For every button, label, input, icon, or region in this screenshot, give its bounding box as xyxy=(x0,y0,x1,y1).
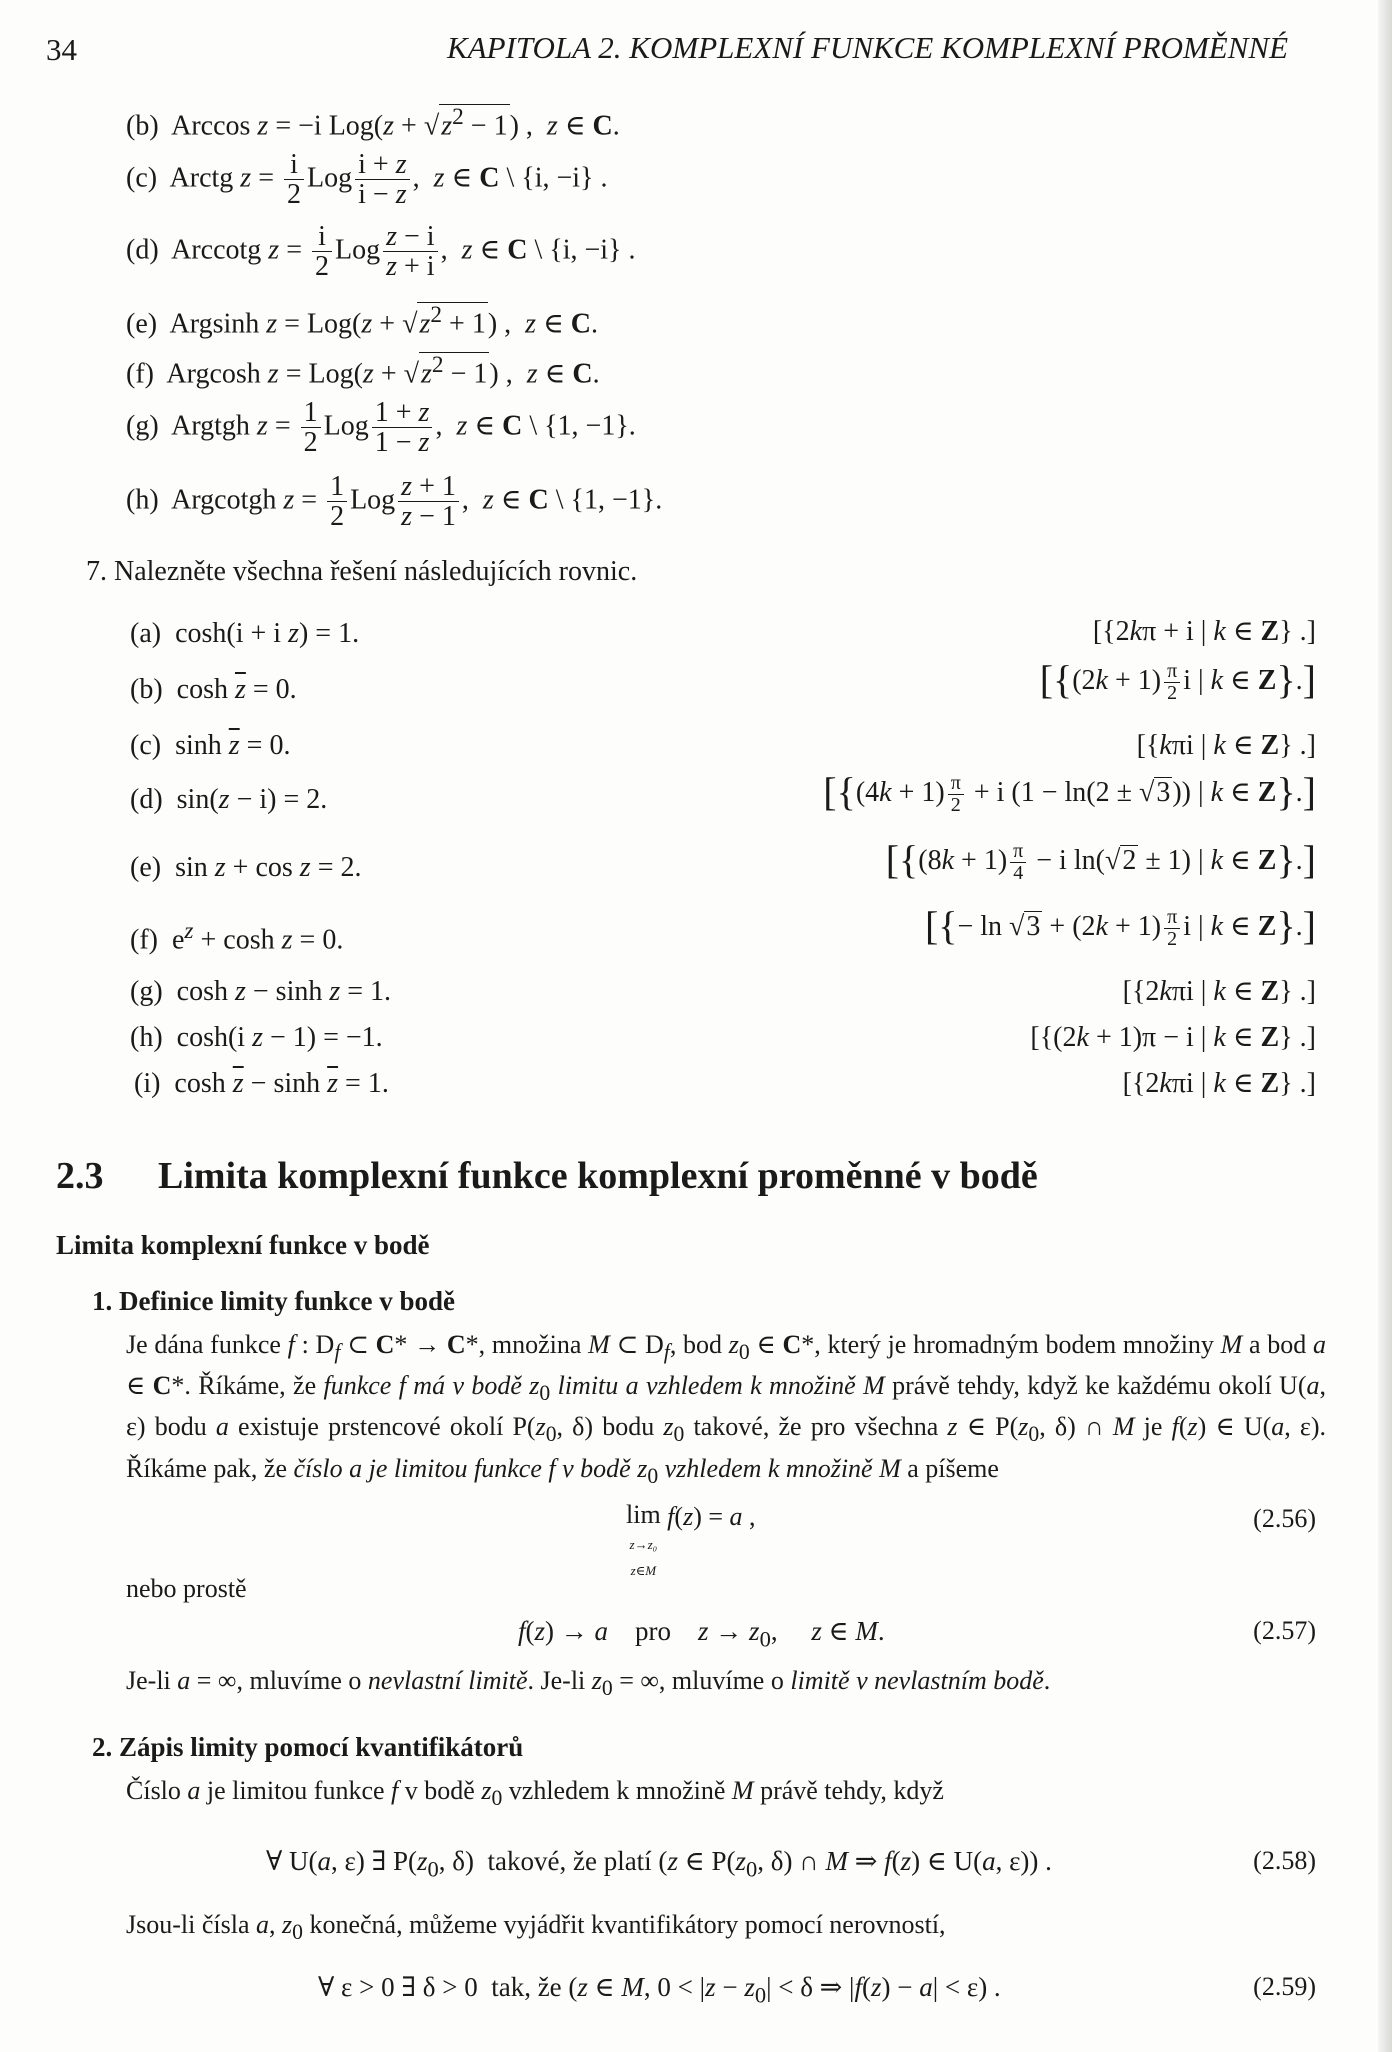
ex7-a-equation: (a) cosh(i + i z) = 1. xyxy=(130,618,360,649)
ex7-f-equation: (f) $e^z + \cosh z = 0$. xyxy=(130,918,344,956)
formula-arctg: (c) Arctg z = $\frac{i}{2}$ Log $\frac{i + z}{i - z}$ , z ∈ C \ {i, −i} . xyxy=(126,149,608,211)
ex7-d-equation: (d) sin(z − i) = 2. xyxy=(130,784,328,815)
exercise-7-prompt: 7. Nalezněte všechna řešení následujících rovnic. xyxy=(86,556,638,587)
ex7-g-answer: [{2kπi | k ∈ Z} .] xyxy=(1122,976,1316,1007)
page-edge-shadow xyxy=(1378,0,1392,2052)
subsection-title: Limita komplexní funkce v bodě xyxy=(56,1230,430,1260)
or-text: nebo prostě xyxy=(126,1574,247,1603)
ex7-h-equation: (h) cosh(i z − 1) = −1. xyxy=(130,1022,383,1053)
definition-2-heading: 2. Zápis limity pomocí kvantifikátorů xyxy=(92,1732,524,1762)
ex7-c-equation: (c) $\sinh \overline{z} = 0$. xyxy=(130,730,291,761)
ex7-i-equation: (i) $\cosh \overline{z} - \sinh \overline{z} = 1$. xyxy=(134,1068,389,1099)
ex7-d-answer: [{(4k + 1) $\frac{\pi}{2}$ + i (1 − ln(2 ± √3)) | k ∈ Z}.] xyxy=(823,769,1316,817)
formula-argcosh: (f) Argcosh $z = Log(z + √z^2 - 1)$ , z ∈ C. xyxy=(126,352,600,390)
formula-label: (b) xyxy=(126,110,159,142)
ex7-c-answer: [{kπi | k ∈ Z} .] xyxy=(1136,730,1316,761)
definition-1-heading: 1. Definice limity funkce v bodě xyxy=(92,1286,455,1316)
equation-2-58: ∀ U(a, ε) ∃ $P(z_0$, δ) takové, že platí (z ∈ $P(z_0$, δ) ∩ M ⇒ f(z) ∈ U(a, ε)) . xyxy=(266,1846,1052,1882)
equation-number-2-58: (2.58) xyxy=(1253,1846,1316,1875)
definition-2-intro2: Jsou-li čísla a, $z_0$ konečná, můžeme vyjádřit kvantifikátory pomocí nerovností, xyxy=(126,1910,946,1945)
equation-number-2-56: (2.56) xyxy=(1253,1504,1316,1533)
formula-arccotg: (d) Arccotg z = $\frac{i}{2}$ Log $\frac{z - i}{z + i}$ , z ∈ C \ {i, −i} . xyxy=(126,221,636,283)
ex7-h-answer: [{(2k + 1)π − i | k ∈ Z} .] xyxy=(1030,1022,1316,1053)
formula-argcotgh: (h) Argcotgh z = $\frac{1}{2}$ Log $\frac{z + 1}{z - 1}$ , z ∈ C \ {1, −1}. xyxy=(126,471,663,533)
ex7-e-answer: [{(8k + 1) $\frac{\pi}{4}$ − i ln(√2 ± 1) | k ∈ Z}.] xyxy=(885,837,1316,885)
ex7-b-answer: [{(2k + 1) $\frac{\pi}{2}$ i | k ∈ Z}.] xyxy=(1039,657,1316,705)
ex7-e-equation: (e) sin z + cos z = 2. xyxy=(130,852,362,883)
section-title: Limita komplexní funkce komplexní proměnné v bodě xyxy=(158,1155,1038,1197)
definition-1-closing: Je-li a = ∞, mluvíme o nevlastní limitě. Je-li $z_0$ = ∞, mluvíme o limitě v nevlastním bodě. xyxy=(126,1666,1051,1701)
equation-2-57: f(z) → a pro $z \to z_0$, z ∈ M. xyxy=(518,1616,885,1652)
definition-2-intro: Číslo a je limitou funkce f v bodě $z_0$ vzhledem k množině M právě tehdy, když xyxy=(126,1776,944,1811)
equation-2-59: ∀ ε > 0 ∃ δ > 0 tak, že (z ∈ M, $0 < |z - z_0| < \delta$ ⇒ |f(z) − a| < ε) . xyxy=(318,1972,1001,2008)
page-number: 34 xyxy=(46,32,77,67)
running-title: KAPITOLA 2. KOMPLEXNÍ FUNKCE KOMPLEXNÍ PROMĚNNÉ xyxy=(447,30,1289,65)
ex7-f-answer: [{− ln √3 + (2k + 1) $\frac{\pi}{2}$ i | k ∈ Z}.] xyxy=(924,903,1316,951)
formula-arccos: (b) Arccos z = −i $Log(z + √z^2 - 1)$ , z ∈ C. xyxy=(126,104,620,142)
equation-2-56: lim z→z₀ z∈M f(z) = a , xyxy=(626,1500,756,1578)
ex7-i-answer: [{2kπi | k ∈ Z} .] xyxy=(1122,1068,1316,1099)
formula-argsinh: (e) Argsinh $z = Log(z + √z^2 + 1)$ , z ∈ C. xyxy=(126,302,599,340)
definition-1-text: Je dána funkce f : $D_f$ ⊂ C* → C*, množina M ⊂ $D_f$, bod $z_0$ ∈ C*, který je hromadným bodem množiny M a bod a ∈ C*. Říkáme, že funkce f má v bodě $z_0$ limitu a vzhledem k množině M právě tehdy, když ke každému okolí U(a, ε) bodu a existuje prstencové okolí $P(z_0$, δ) bodu $z_0$ takové, že pro všechna z ∈ $P(z_0$, δ) ∩ M je f(z) ∈ U(a, ε). Říkáme pak, že číslo a je limitou funkce f v bodě $z_0$ vzhledem k množině M a píšeme xyxy=(126,1330,1327,1488)
ex7-b-equation: (b) $\cosh \overline{z} = 0$. xyxy=(130,674,297,705)
equation-number-2-57: (2.57) xyxy=(1253,1616,1316,1645)
ex7-g-equation: (g) cosh z − sinh z = 1. xyxy=(130,976,392,1007)
section-number: 2.3 xyxy=(56,1155,104,1197)
formula-argtgh: (g) Argtgh z = $\frac{1}{2}$ Log $\frac{1 + z}{1 - z}$ , z ∈ C \ {1, −1}. xyxy=(126,397,636,459)
equation-number-2-59: (2.59) xyxy=(1253,1972,1316,2001)
ex7-a-answer: [{2kπ + i | k ∈ Z} .] xyxy=(1092,616,1316,647)
